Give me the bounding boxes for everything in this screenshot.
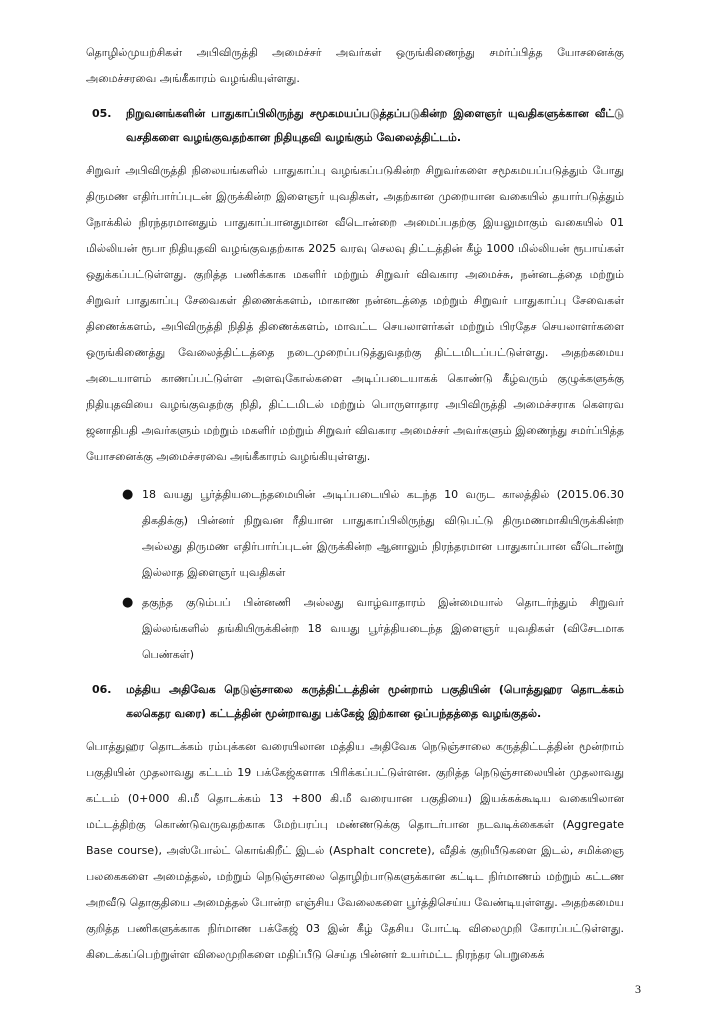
bullet-icon: ● <box>122 595 134 610</box>
list-item <box>122 482 624 586</box>
section-6-paragraph: பொத்துஹர தொடக்கம் ரம்புக்கன வரையிலான மத்திய அதிவேக நெடுஞ்சாலை கருத்திட்டத்தின் மூன்றாம் பகுதியின் முதலாவது கட்டம் 19 பக்கேஜ்களாக பிரிக்கப்பட்டுள்ளன. குறித்த நெடுஞ்சாலையின் முதலாவது கட்டம் (0+000 கி.மீ தொடக்கம் 13 +800 கி.மீ வரையான பகுதியை) இயக்கக்கூடிய வகையிலான மட்டத்திற்கு கொண்டுவருவதற்காக மேற்பரப்பு மண்ணடுக்கு தொடர்பான நடவடிக்கைகள் (Aggregate Base course), அஸ்போல்ட் கொங்கிறீட் இடல் (Asphalt concrete), வீதிக் குறியீடுகளை இடல், சமிக்ஞை பலகைகளை அமைத்தல், மற்றும் நெடுஞ்சாலை தொழிற்பாடுகளுக்கான கட்டிட நிர்மாணம் மற்றும் கட்டண அறவீடு தொகுதியை அமைத்தல் போன்ற எஞ்சிய வேலைகளை பூர்த்திசெய்ய வேண்டியுள்ளது. அதற்கமைய குறித்த பணிகளுக்காக நிர்மாண பக்கேஜ் 03 இன் கீழ் தேசிய போட்டி விலைமுறி கோரப்பட்டுள்ளது. கிடைக்கப்பெற்றுள்ள விலைமுறிகளை மதிப்பீடு செய்த பின்னர் உயர்மட்ட நிரந்தர பெறுகைக் <box>86 740 624 961</box>
section-6-number: 06. <box>92 683 112 696</box>
bullet-text: தகுந்த குடும்பப் பின்னணி அல்லது வாழ்வாதாரம் இன்மையால் தொடர்ந்தும் சிறுவர் இல்லங்களில் தங்கியிருக்கின்ற 18 வயது பூர்த்தியடைந்த இளைஞர் யுவதிகள் (விசேடமாக பெண்கள்) <box>142 596 624 661</box>
section-5-title: நிறுவனங்களின் பாதுகாப்பிலிருந்து சமூகமயப்படுத்தப்படுகின்ற இளைஞர் யுவதிகளுக்கான வீட்டு வசதிகளை வழங்குவதற்கான நிதியுதவி வழங்கும் வேலைத்திட்டம். <box>126 107 624 144</box>
section-6-title: மத்திய அதிவேக நெடுஞ்சாலை கருத்திட்டத்தின் மூன்றாம் பகுதியின் (பொத்துஹர தொடக்கம் கலகெதர வரை) கட்டத்தின் மூன்றாவது பக்கேஜ் இற்கான ஒப்பந்தத்தை வழங்குதல். <box>126 683 624 720</box>
section-5-heading <box>86 102 624 150</box>
section-5-bullet-list <box>86 482 624 668</box>
bullet-icon: ● <box>122 487 134 502</box>
bullet-text: 18 வயது பூர்த்தியடைந்தமையின் அடிப்படையில் கடந்த 10 வருட காலத்தில் (2015.06.30 திகதிக்கு) பின்னர் நிறுவன ரீதியான பாதுகாப்பிலிருந்து விடுபட்டு திருமணமாகியிருக்கின்ற அல்லது திருமண எதிர்பார்ப்புடன் இருக்கின்ற ஆனாலும் நிரந்தரமான பாதுகாப்பான வீடொன்று இல்லாத இளைஞர் யுவதிகள் <box>142 488 624 579</box>
section-5-paragraph: சிறுவர் அபிவிருத்தி நிலையங்களில் பாதுகாப்பு வழங்கப்படுகின்ற சிறுவர்களை சமூகமயப்படுத்தும் போது திருமண எதிர்பார்ப்புடன் இருக்கின்ற இளைஞர் யுவதிகள், அதற்கான முறையான வகையில் தயார்படுத்தும் நோக்கில் நிரந்தரமானதும் பாதுகாப்பானதுமான வீடொன்றை அமைப்பதற்கு இயலுமாகும் வகையில் 01 மில்லியன் ரூபா நிதியுதவி வழங்குவதற்காக 2025 வரவு செலவு திட்டத்தின் கீழ் 1000 மில்லியன் ரூபாய்கள் ஒதுக்கப்பட்டுள்ளது. குறித்த பணிக்காக மகளிர் மற்றும் சிறுவர் விவகார அமைச்சு, நன்னடத்தை மற்றும் சிறுவர் பாதுகாப்பு சேவைகள் திணைக்களம், மாகாண நன்னடத்தை மற்றும் சிறுவர் பாதுகாப்பு சேவைகள் திணைக்களம், அபிவிருத்தி நிதித் திணைக்களம், மாவட்ட செயலாளர்கள் மற்றும் பிரதேச செயலாளர்களை ஒருங்கிணைத்து வேலைத்திட்டத்தை நடைமுறைப்படுத்துவதற்கு திட்டமிடப்பட்டுள்ளது. அதற்கமைய அடையாளம் காணப்பட்டுள்ள அளவுகோல்களை அடிப்படையாகக் கொண்டு கீழ்வரும் குழுக்களுக்கு நிதியுதவியை வழங்குவதற்கு நிதி, திட்டமிடல் மற்றும் பொருளாதார அபிவிருத்தி அமைச்சராக கௌரவ ஜனாதிபதி அவர்களும் மற்றும் மகளிர் மற்றும் சிறுவர் விவகார அமைச்சர் அவர்களும் இணைந்து சமர்ப்பித்த யோசனைக்கு அமைச்சரவை அங்கீகாரம் வழங்கியுள்ளது. <box>86 164 624 463</box>
section-5-number: 05. <box>92 107 112 120</box>
list-item <box>122 590 624 668</box>
section-6-heading <box>86 678 624 726</box>
continuation-paragraph: தொழில்முயற்சிகள் அபிவிருத்தி அமைச்சர் அவர்கள் ஒருங்கிணைந்து சமர்ப்பித்த யோசனைக்கு அமைச்சரவை அங்கீகாரம் வழங்கியுள்ளது. <box>86 46 624 85</box>
page-number: 3 <box>635 982 641 996</box>
